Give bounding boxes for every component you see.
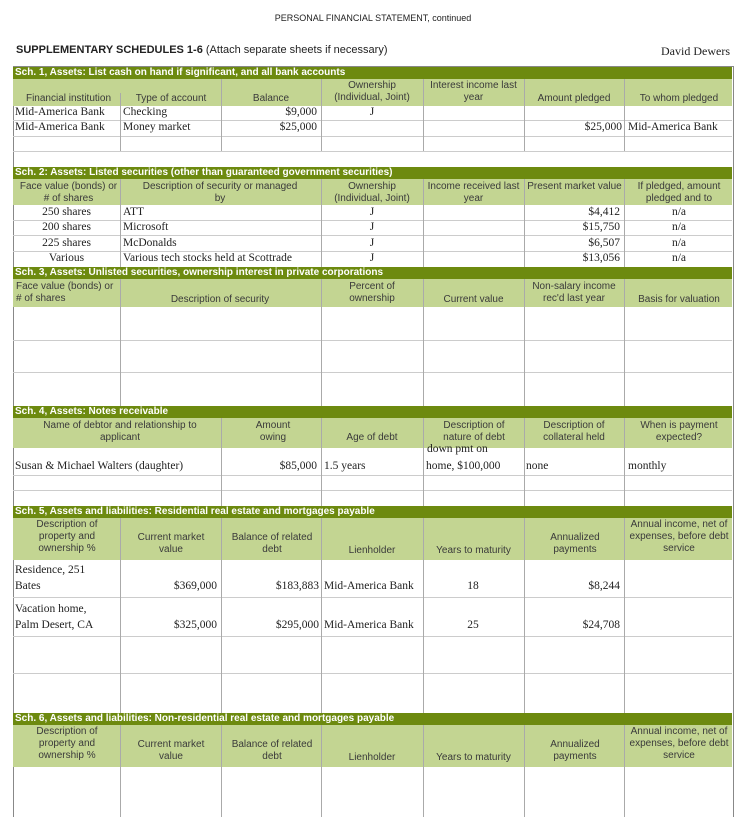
- sch2-row3-desc: McDonalds: [123, 237, 177, 249]
- sch3-title: Sch. 3, Assets: Unlisted securities, ownership interest in private corporations: [13, 267, 732, 279]
- sch1-row2-pledged: $25,000: [584, 121, 622, 133]
- sch2-row3-ownership: J: [369, 237, 375, 249]
- sch5-row2-desc2: Palm Desert, CA: [15, 619, 94, 631]
- sch1-col-balance: Balance: [252, 93, 290, 104]
- person-name: David Dewers: [661, 44, 730, 58]
- sch2-col-face: Face value (bonds) or # of shares: [19, 181, 118, 204]
- sch1-col-institution: Financial institution: [25, 93, 112, 104]
- sch2-row4-ownership: J: [369, 252, 375, 264]
- sch5-row1-desc2: Bates: [15, 580, 41, 592]
- sch1-col-ownership: Ownership (Individual, Joint): [334, 80, 410, 103]
- col-line: [624, 79, 625, 151]
- sch2-row1-desc: ATT: [123, 206, 145, 218]
- sch2-col-ownership: Ownership (Individual, Joint): [334, 181, 410, 204]
- col-line: [624, 179, 625, 267]
- sch5-row2-lien: Mid-America Bank: [324, 619, 414, 631]
- sch1-col-pledged: Amount pledged: [537, 93, 611, 104]
- sch4-col-age: Age of debt: [346, 432, 398, 443]
- col-line: [321, 79, 322, 151]
- col-line: [624, 518, 625, 713]
- sch6-title: Sch. 6, Assets and liabilities: Non-residential real estate and mortgages payable: [13, 713, 732, 725]
- col-line: [321, 279, 322, 406]
- col-line: [423, 279, 424, 406]
- sch1-row2-balance: $25,000: [279, 121, 317, 133]
- col-line: [321, 418, 322, 506]
- col-line: [524, 725, 525, 817]
- sch1-row1-ownership: J: [369, 106, 375, 118]
- col-line: [321, 179, 322, 267]
- sch5-col-value: Current market value: [137, 532, 205, 555]
- sch4-when: monthly: [628, 460, 667, 472]
- col-line: [423, 725, 424, 817]
- sch5-col-debt: Balance of related debt: [231, 532, 313, 555]
- supplementary-title: SUPPLEMENTARY SCHEDULES 1-6 (Attach separate sheets if necessary): [16, 44, 388, 56]
- sch2-col-income: Income received last year: [427, 181, 520, 204]
- sch4-col-debtor: Name of debtor and relationship to applicant: [43, 420, 197, 443]
- sch1-col-type: Type of account: [135, 93, 207, 104]
- sch6-col-desc: Description of property and ownership %: [36, 726, 98, 761]
- sch2-row2-pledged: n/a: [671, 221, 687, 233]
- sch4-nature-line1: down pmt on: [427, 443, 488, 455]
- sch2-row4-value: $13,056: [582, 252, 620, 264]
- sch2-row3-value: $6,507: [588, 237, 620, 249]
- col-line: [423, 518, 424, 713]
- sch2-row1-face: 250 shares: [42, 206, 91, 218]
- sch1-row2-type: Money market: [123, 121, 191, 133]
- sch2-row2-desc: Microsoft: [123, 221, 169, 233]
- sch5-row1-years: 18: [467, 580, 479, 592]
- sch1-col-whom: To whom pledged: [639, 93, 719, 104]
- sch1-row2-whom: Mid-America Bank: [628, 121, 718, 133]
- sch2-row2-face: 200 shares: [42, 221, 91, 233]
- sch4-col-collateral: Description of collateral held: [543, 420, 605, 443]
- sch4-collateral: none: [526, 460, 549, 472]
- col-line: [524, 418, 525, 506]
- sch2-row1-value: $4,412: [588, 206, 620, 218]
- sch1-col-interest: Interest income last year: [430, 80, 517, 103]
- sch5-row1-payments: $8,244: [588, 580, 620, 592]
- sch4-age: 1.5 years: [324, 460, 366, 472]
- sch3-col-value: Current value: [443, 294, 504, 305]
- sch2-col-desc: Description of security or managed by: [142, 181, 298, 204]
- sch2-row2-value: $15,750: [582, 221, 620, 233]
- sch6-col-lien: Lienholder: [348, 752, 396, 763]
- sch4-col-when: When is payment expected?: [640, 420, 718, 443]
- col-line: [120, 725, 121, 817]
- sch6-col-income: Annual income, net of expenses, before debt service: [629, 726, 729, 761]
- col-line: [321, 725, 322, 817]
- col-line: [221, 418, 222, 506]
- col-line: [120, 279, 121, 406]
- sch5-col-desc: Description of property and ownership %: [36, 519, 98, 554]
- sch5-row1-desc1: Residence, 251: [15, 564, 86, 576]
- sch2-col-value: Present market value: [527, 181, 622, 192]
- col-line: [524, 179, 525, 267]
- sch2-row1-ownership: J: [369, 206, 375, 218]
- sch5-col-income: Annual income, net of expenses, before debt service: [629, 519, 729, 554]
- sch2-row4-face: Various: [48, 252, 85, 264]
- sch5-col-years: Years to maturity: [436, 545, 511, 556]
- col-line: [524, 279, 525, 406]
- sch1-row1-institution: Mid-America Bank: [15, 106, 105, 118]
- sch5-row2-desc1: Vacation home,: [15, 603, 87, 615]
- col-line: [423, 79, 424, 151]
- sch3-col-percent: Percent of ownership: [349, 281, 395, 304]
- col-line: [423, 179, 424, 267]
- sch5-row2-value: $325,000: [173, 619, 217, 631]
- col-line: [524, 79, 525, 151]
- sch2-row3-pledged: n/a: [671, 237, 687, 249]
- col-line: [321, 518, 322, 713]
- sch4-col-nature: Description of nature of debt: [443, 420, 505, 443]
- col-line: [120, 93, 121, 151]
- col-line: [221, 725, 222, 817]
- sch5-row1-debt: $183,883: [275, 580, 319, 592]
- sch4-nature-line2: home, $100,000: [426, 460, 501, 472]
- col-line: [624, 279, 625, 406]
- sch1-row1-balance: $9,000: [285, 106, 317, 118]
- col-line: [120, 518, 121, 713]
- sch5-row2-debt: $295,000: [275, 619, 319, 631]
- sch1-row1-type: Checking: [123, 106, 168, 118]
- col-line: [120, 179, 121, 267]
- sch2-title: Sch. 2: Assets: Listed securities (other than guaranteed government securities): [13, 167, 732, 179]
- sch3-col-desc: Description of security: [170, 294, 270, 305]
- page-title: PERSONAL FINANCIAL STATEMENT, continued: [274, 13, 472, 23]
- col-line: [423, 418, 424, 506]
- sch2-row1-pledged: n/a: [671, 206, 687, 218]
- col-line: [624, 725, 625, 817]
- sch6-col-value: Current market value: [137, 739, 205, 762]
- sch5-row2-payments: $24,708: [582, 619, 620, 631]
- sch3-col-face: Face value (bonds) or # of shares: [16, 281, 114, 304]
- sch5-title: Sch. 5, Assets and liabilities: Residential real estate and mortgages payable: [13, 506, 732, 518]
- sch4-debtor: Susan & Michael Walters (daughter): [15, 460, 184, 472]
- sch5-row1-value: $369,000: [173, 580, 217, 592]
- sch5-row2-years: 25: [467, 619, 479, 631]
- col-line: [524, 518, 525, 713]
- sch3-col-basis: Basis for valuation: [638, 294, 720, 305]
- sch4-title: Sch. 4, Assets: Notes receivable: [13, 406, 732, 418]
- sch5-col-lien: Lienholder: [348, 545, 396, 556]
- row-line: [13, 151, 732, 152]
- sch5-row1-lien: Mid-America Bank: [324, 580, 414, 592]
- sch6-col-debt: Balance of related debt: [231, 739, 313, 762]
- sch6-col-years: Years to maturity: [436, 752, 511, 763]
- sch1-title: Sch. 1, Assets: List cash on hand if significant, and all bank accounts: [13, 67, 732, 79]
- sch5-col-payments: Annualized payments: [550, 532, 600, 555]
- sch2-row2-ownership: J: [369, 221, 375, 233]
- col-line: [221, 518, 222, 713]
- sch2-row4-desc: Various tech stocks held at Scottrade: [123, 252, 292, 264]
- sch6-col-payments: Annualized payments: [550, 739, 600, 762]
- col-line: [624, 418, 625, 506]
- sch2-row3-face: 225 shares: [42, 237, 91, 249]
- col-line: [221, 79, 222, 151]
- sch1-row2-institution: Mid-America Bank: [15, 121, 105, 133]
- sch3-col-income: Non-salary income rec'd last year: [532, 281, 616, 304]
- sch4-amount: $85,000: [279, 460, 317, 472]
- sch2-col-pledged: If pledged, amount pledged and to: [637, 181, 721, 204]
- sch2-row4-pledged: n/a: [671, 252, 687, 264]
- sch4-col-amount: Amount owing: [255, 420, 291, 443]
